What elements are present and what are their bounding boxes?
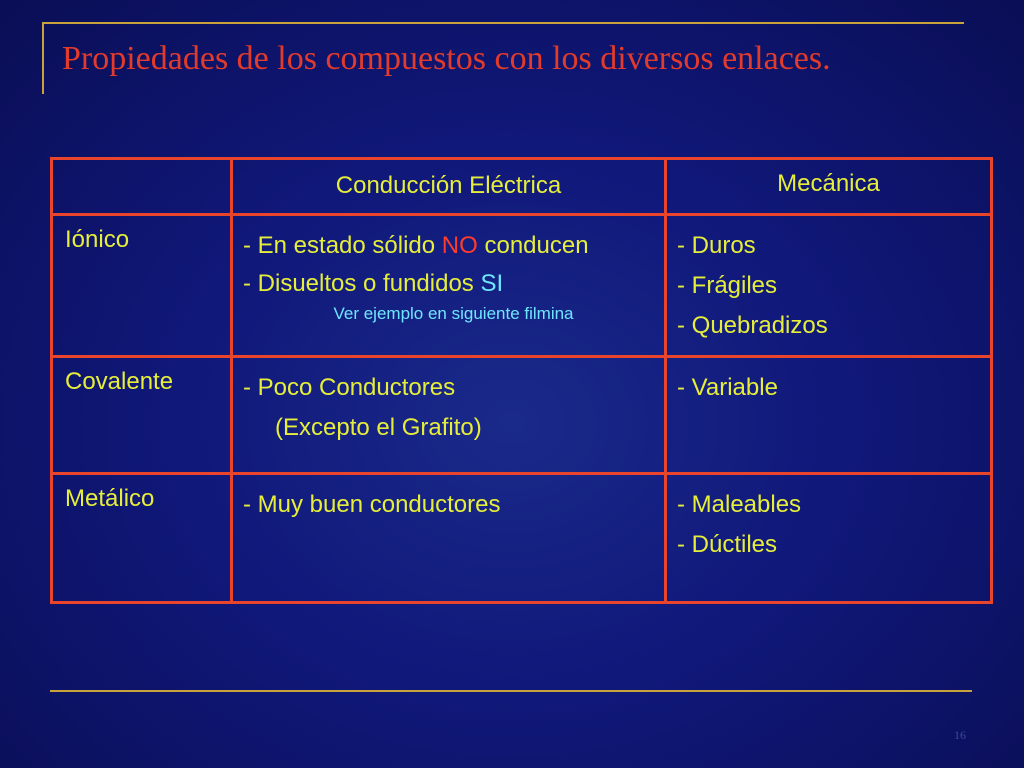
row-label-covalente: Covalente (52, 357, 232, 474)
ionico-mecanica-item: - Duros (677, 232, 756, 259)
metalico-conduccion-line1: - Muy buen conductores (243, 491, 501, 518)
row-label-ionico: Iónico (52, 215, 232, 357)
ionico-no-highlight: NO (441, 232, 478, 259)
ionico-conduccion-line1-post: conducen (477, 232, 589, 259)
slide-title: Propiedades de los compuestos con los diversos enlaces. (62, 40, 831, 77)
ionico-si-highlight: SI (480, 270, 504, 297)
cell-conduccion-ionico (232, 215, 666, 357)
covalente-mecanica-item: - Variable (677, 374, 778, 401)
cell-mecanica-metalico (666, 474, 992, 603)
cell-mecanica-ionico (666, 215, 992, 357)
header-corner (52, 159, 232, 215)
ionico-mecanica-item: - Quebradizos (677, 312, 828, 339)
top-rule (42, 22, 964, 24)
cell-conduccion-metalico (232, 474, 666, 603)
metalico-mecanica-item: - Dúctiles (677, 531, 778, 558)
header-mecanica: Mecánica (666, 159, 992, 215)
table-row-metalico (52, 474, 992, 603)
bottom-rule (50, 690, 972, 692)
ionico-conduccion-line2-pre: - Disueltos o fundidos (243, 270, 481, 297)
header-conduccion: Conducción Eléctrica (232, 159, 666, 215)
covalente-conduccion-line1: - Poco Conductores (243, 374, 456, 401)
row-label-metalico: Metálico (52, 474, 232, 603)
ionico-mecanica-item: - Frágiles (677, 272, 778, 299)
table-row-ionico (52, 215, 992, 357)
ionico-conduccion-line1-pre: - En estado sólido (243, 232, 442, 259)
properties-table (50, 157, 993, 604)
ionico-note-link[interactable]: Ver ejemplo en siguiente filmina (333, 304, 574, 323)
metalico-mecanica-item: - Maleables (677, 491, 802, 518)
side-rule (42, 22, 44, 94)
table-row-covalente (52, 357, 992, 474)
table-header-row (52, 159, 992, 215)
cell-conduccion-covalente (232, 357, 666, 474)
cell-mecanica-covalente (666, 357, 992, 474)
slide-number: 16 (954, 728, 966, 742)
covalente-conduccion-line2: (Excepto el Grafito) (275, 414, 482, 441)
